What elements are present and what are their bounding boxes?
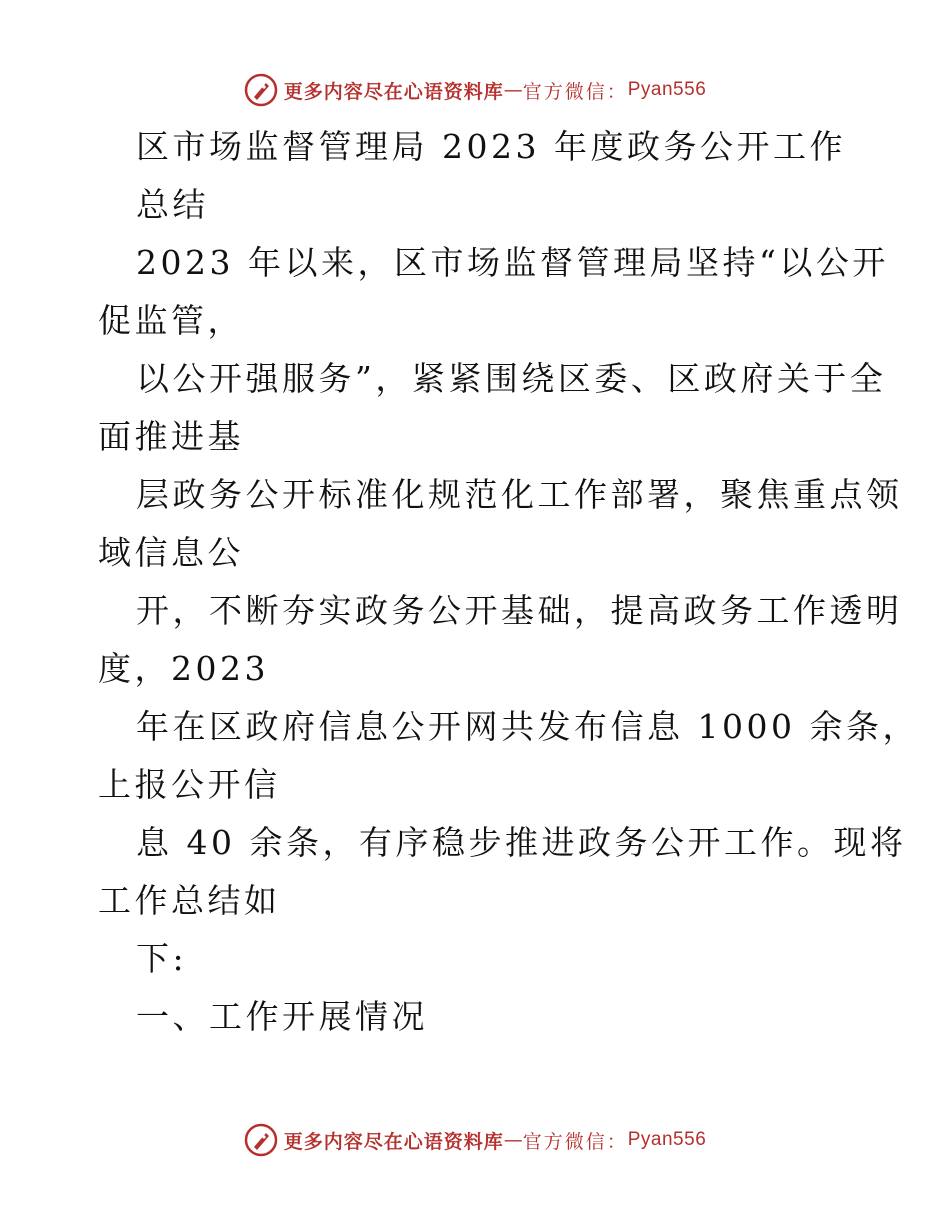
watermark-wechat-label: 官方微信：	[522, 80, 628, 103]
paragraph-line: 度，2023	[98, 649, 269, 688]
paragraph-line: 2023 年以来，区市场监督管理局坚持“以公开	[136, 243, 889, 282]
paragraph-line: 域信息公	[98, 533, 244, 572]
document-title-line-1: 区市场监督管理局 2023 年度政务公开工作	[136, 127, 846, 166]
pen-nib-logo-icon	[244, 73, 278, 107]
header-watermark	[0, 70, 950, 110]
paragraph-line: 年在区政府信息公开网共发布信息 1000 余条，	[136, 707, 919, 746]
watermark-separator: —	[503, 1129, 523, 1151]
watermark-separator: —	[503, 79, 523, 101]
watermark-wechat-label: 官方微信：	[522, 1130, 628, 1153]
paragraph-line: 上报公开信	[98, 765, 281, 804]
section-heading: 一、工作开展情况	[136, 997, 428, 1036]
paragraph-line: 促监管，	[98, 301, 244, 340]
watermark-wechat-id: Pyan556	[627, 79, 707, 100]
paragraph-line: 工作总结如	[98, 881, 281, 920]
pen-nib-logo-icon	[244, 1123, 278, 1157]
paragraph-line: 面推进基	[98, 417, 244, 456]
paragraph-line: 以公开强服务”，紧紧围绕区委、区政府关于全	[136, 359, 887, 398]
paragraph-line: 层政务公开标准化规范化工作部署，聚焦重点领	[136, 475, 903, 514]
document-title-line-2: 总结	[136, 185, 209, 224]
watermark-brand: 更多内容尽在心语资料库	[283, 1130, 504, 1153]
paragraph-line: 下:	[136, 939, 188, 978]
paragraph-line: 开，不断夯实政务公开基础，提高政务工作透明	[136, 591, 903, 630]
watermark-wechat-id: Pyan556	[627, 1129, 707, 1150]
paragraph-line: 息 40 余条，有序稳步推进政务公开工作。现将	[136, 823, 907, 862]
watermark-brand: 更多内容尽在心语资料库	[283, 80, 504, 103]
footer-watermark	[0, 1120, 950, 1160]
